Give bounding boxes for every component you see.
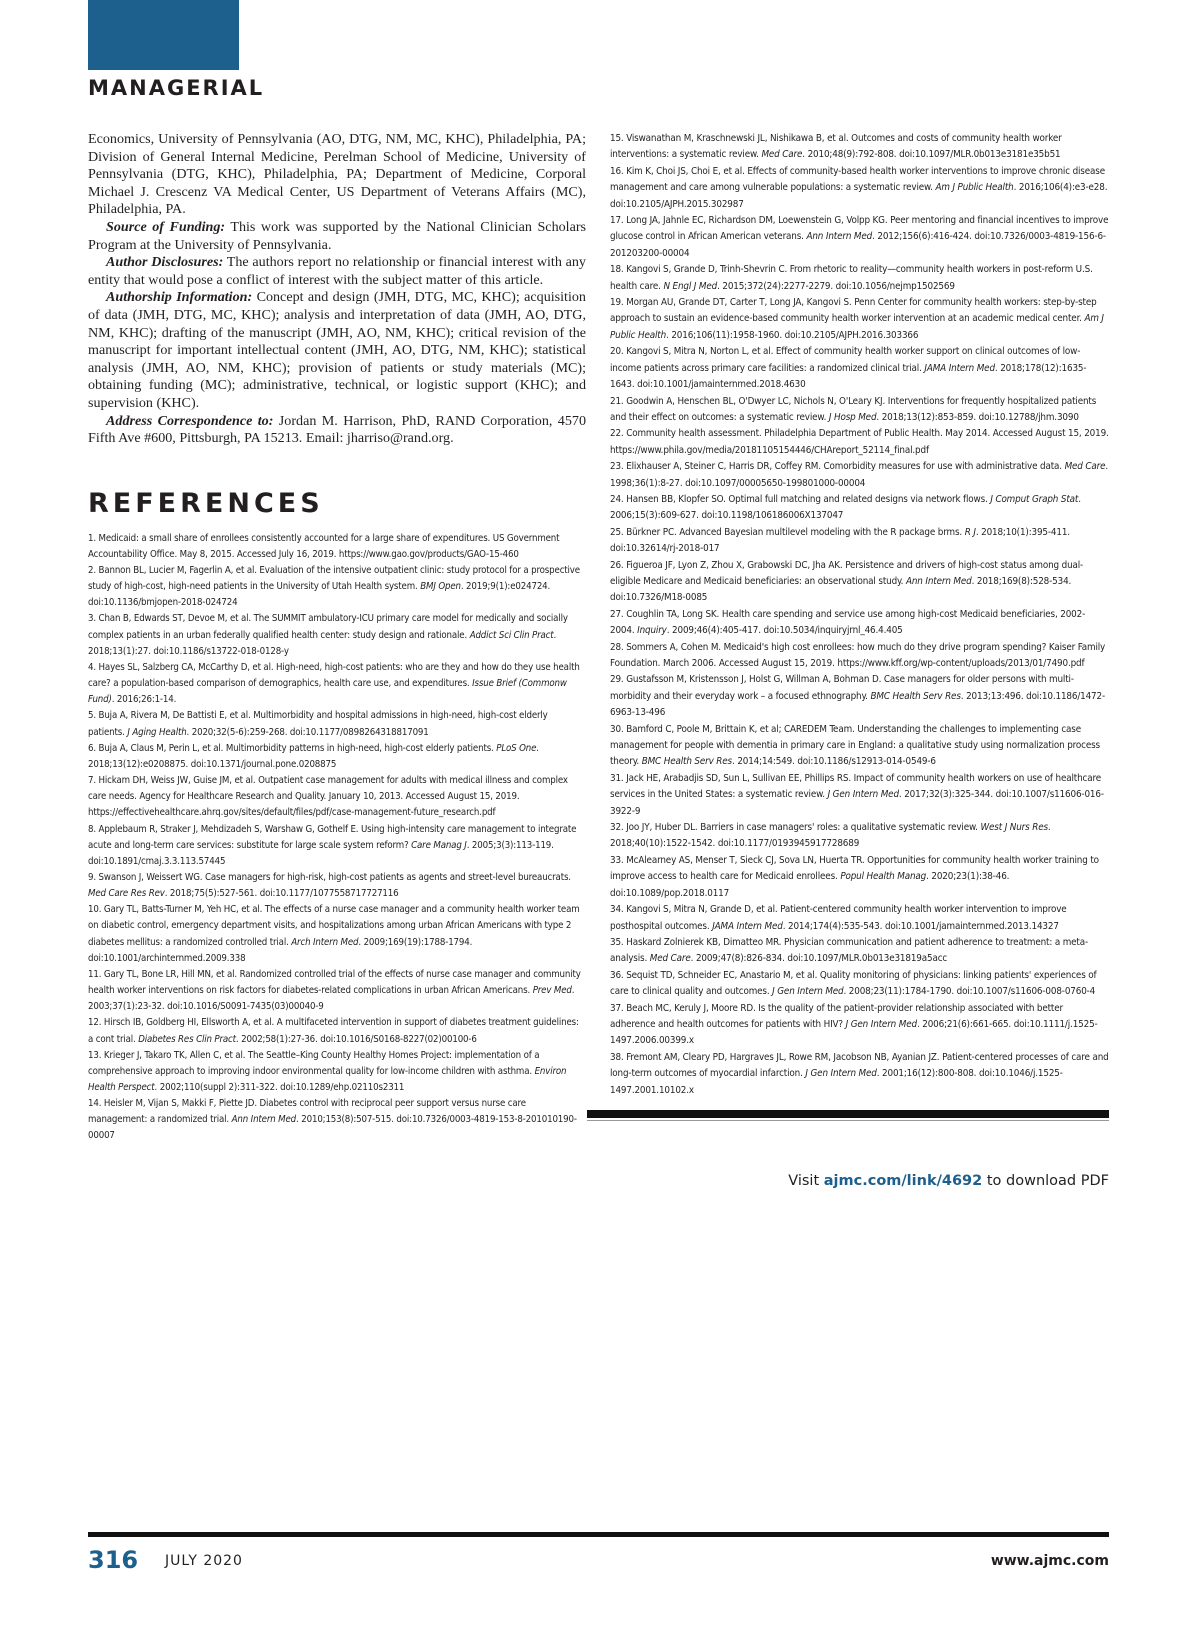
reference-citation: . 2008;23(11):1784-1790. doi:10.1007/s11606-008-0760-4 — [843, 986, 1096, 998]
reference-journal: J Gen Intern Med — [772, 986, 844, 998]
reference-text: 31. Jack HE, Arabadjis SD, Sun L, Sullivan EE, Phillips RS. Impact of community health workers on use of healthcare services in the United States: a systematic review. — [610, 772, 1101, 801]
reference-journal: J Aging Health — [127, 726, 187, 738]
reference-journal: Am J Public Health — [610, 313, 1104, 341]
reference-item — [610, 525, 1109, 558]
reference-text: 35. Haskard Zolnierek KB, Dimatteo MR. Physician communication and patient adherence to treatment: a meta-analysis. — [610, 936, 1089, 965]
reference-citation: . 2016;106(11):1958-1960. doi:10.2105/AJPH.2016.303366 — [666, 329, 919, 341]
reference-citation: . 2020;32(5-6):259-268. doi:10.1177/0898264318817091 — [186, 726, 429, 738]
reference-journal: JAMA Intern Med — [924, 362, 995, 374]
reference-citation: . 2002;58(1):27-36. doi:10.1016/S0168-8227(02)00100-6 — [235, 1033, 477, 1045]
reference-citation: . 2001;16(12):800-808. doi:10.1046/j.1525-1497.2001.10102.x — [610, 1068, 1063, 1096]
reference-text: 37. Beach MC, Keruly J, Moore RD. Is the quality of the patient-provider relationship associated with better adherence and health outcomes for patients with HIV? — [610, 1002, 1063, 1030]
reference-item — [610, 492, 1109, 525]
reference-item — [88, 563, 586, 611]
reference-text: 2. Bannon BL, Lucier M, Fagerlin A, et al. Evaluation of the intensive outpatient clinic: study protocol for a prospective study of high-cost, high-need patients in the University of Utah Health system. — [88, 565, 580, 593]
reference-item — [610, 640, 1109, 673]
reference-text: 4. Hayes SL, Salzberg CA, McCarthy D, et al. High-need, high-cost patients: who are they and how do they use health care? a population-based comparison of demographics, health care use, and expenditures. — [88, 661, 580, 690]
reference-journal: Environ Health Perspect — [88, 1065, 567, 1093]
reference-text: 32. Joo JY, Huber DL. Barriers in case managers' roles: a qualitative systematic review. — [610, 822, 981, 834]
reference-item — [88, 870, 586, 902]
reference-journal: Inquiry — [637, 625, 667, 637]
reference-journal: J Gen Intern Med — [805, 1068, 877, 1080]
reference-item — [610, 295, 1109, 344]
reference-citation: . 2010;153(8):507-515. doi:10.7326/0003-4819-153-8-201010190-00007 — [88, 1114, 577, 1142]
section-color-tab — [88, 0, 239, 70]
footer-website[interactable]: www.ajmc.com — [990, 1553, 1109, 1569]
reference-item — [610, 164, 1109, 213]
reference-item — [610, 722, 1109, 771]
reference-citation: . 2016;26:1-14. — [111, 694, 177, 706]
reference-text: 13. Krieger J, Takaro TK, Allen C, et al. The Seattle–King County Healthy Homes Project: implementation of a comprehensive approach to improving indoor environmental quality for low-income children with asthma. — [88, 1049, 540, 1077]
disclosures-text: The authors report no relationship or financial interest with any entity that would pose a conflict of interest with the subject matter of this article. — [88, 254, 586, 288]
authorship-label: Authorship Information: — [106, 289, 253, 306]
footer-rule — [88, 1532, 1109, 1537]
reference-text: 21. Goodwin A, Henschen BL, O'Dwyer LC, Nichols N, O'Leary KJ. Interventions for frequently hospitalized patients and their effect on outcomes: a systematic review. — [610, 395, 1097, 423]
reference-text: 16. Kim K, Choi JS, Choi E, et al. Effects of community-based health worker interventions to improve chronic disease management and care among vulnerable populations: a systematic review. — [610, 165, 1105, 194]
reference-journal: Med Care — [649, 953, 691, 965]
reference-text: 15. Viswanathan M, Kraschnewski JL, Nishikawa B, et al. Outcomes and costs of community health worker interventions: a systematic review. — [610, 133, 1062, 161]
download-notice — [610, 1173, 1109, 1189]
download-suffix: to download PDF — [982, 1173, 1109, 1189]
reference-journal: Addict Sci Clin Pract — [469, 629, 554, 641]
reference-journal: R J — [964, 526, 976, 538]
reference-citation: . 2006;15(3):609-627. doi:10.1198/106186006X137047 — [610, 493, 1081, 522]
reference-item — [88, 660, 586, 708]
reference-text: 30. Bamford C, Poole M, Brittain K, et al; CAREDEM Team. Understanding the challenges to implementing case management for people with dementia in primary care in England: a qualitative study using normalization process theory. — [610, 723, 1100, 768]
reference-item — [610, 771, 1109, 820]
reference-item — [610, 344, 1109, 393]
reference-text: 34. Kangovi S, Mitra N, Grande D, et al. Patient-centered community health worker intervention to improve posthospital outcomes. — [610, 904, 1067, 932]
funding-text: This work was supported by the National Clinician Scholars Program at the University of Pennsylvania. — [88, 218, 587, 253]
reference-citation: . 2014;14:549. doi:10.1186/s12913-014-0549-6 — [732, 756, 936, 768]
reference-item — [610, 262, 1109, 295]
funding-label: Source of Funding: — [106, 218, 226, 235]
reference-citation: . 2018;178(12):1635-1643. doi:10.1001/jamainternmed.2018.4630 — [610, 362, 1087, 391]
reference-text: 27. Coughlin TA, Long SK. Health care spending and service use among high-cost Medicaid beneficiaries, 2002-2004. — [610, 608, 1086, 637]
reference-text: 10. Gary TL, Batts-Turner M, Yeh HC, et al. The effects of a nurse case manager and a community health worker team on diabetic control, emergency department visits, and hospitalizations among urban African Americans with type 2 diabetes mellitus: a randomized controlled trial. — [88, 904, 580, 948]
reference-item — [610, 459, 1109, 492]
reference-item — [610, 935, 1109, 968]
reference-item — [88, 773, 586, 821]
reference-citation: . 2018;40(10):1522-1542. doi:10.1177/0193945917728689 — [610, 822, 1051, 850]
reference-text: 38. Fremont AM, Cleary PD, Hargraves JL, Rowe RM, Jacobson NB, Ayanian JZ. Patient-centered processes of care and long-term outcomes of myocardial infarction. — [610, 1051, 1109, 1080]
correspondence-text: Jordan M. Harrison, PhD, RAND Corporation, 4570 Fifth Ave #600, Pittsburgh, PA 15213. Email: jharriso@rand.org. — [88, 412, 586, 447]
reference-item — [610, 426, 1109, 459]
section-label: MANAGERIAL — [88, 76, 265, 100]
reference-item — [88, 741, 586, 773]
reference-journal: Am J Public Health — [935, 182, 1014, 194]
reference-item — [88, 822, 586, 870]
reference-citation: . 2015;372(24):2277-2279. doi:10.1056/nejmp1502569 — [717, 280, 955, 292]
reference-citation: . 2020;23(1):38-46. doi:10.1089/pop.2018.0117 — [610, 871, 1010, 899]
reference-item — [610, 853, 1109, 902]
reference-text: 23. Elixhauser A, Steiner C, Harris DR, Coffey RM. Comorbidity measures for use with administrative data. — [610, 461, 1065, 473]
reference-text: 6. Buja A, Claus M, Perin L, et al. Multimorbidity patterns in high-need, high-cost elderly patients. — [88, 742, 497, 754]
reference-citation: . 2006;21(6):661-665. doi:10.1111/j.1525-1497.2006.00399.x — [610, 1018, 1098, 1047]
reference-citation: . 2019;9(1):e024724. doi:10.1136/bmjopen-2018-024724 — [88, 581, 551, 609]
reference-journal: Med Care — [761, 149, 803, 161]
reference-item — [610, 1001, 1109, 1050]
reference-item — [88, 1096, 586, 1144]
reference-citation: . 2003;37(1):23-32. doi:10.1016/S0091-7435(03)00040-9 — [88, 985, 575, 1013]
reference-text: 33. McAlearney AS, Menser T, Sieck CJ, Sova LN, Huerta TR. Opportunities for community health worker training to improve access to health care for Medicaid enrollees. — [610, 854, 1099, 883]
correspondence-paragraph — [88, 413, 586, 448]
download-prefix: Visit — [788, 1173, 824, 1189]
reference-item — [610, 213, 1109, 262]
reference-journal: Ann Intern Med — [806, 231, 873, 243]
reference-text: 11. Gary TL, Bone LR, Hill MN, et al. Randomized controlled trial of the effects of nurse case manager and community health worker interventions on risk factors for diabetes-related complications in urban African Americans. — [88, 968, 581, 997]
reference-citation: . 2009;46(4):405-417. doi:10.5034/inquiryjrnl_46.4.405 — [666, 625, 903, 637]
reference-item — [88, 1048, 586, 1096]
reference-journal: West J Nurs Res — [980, 822, 1048, 834]
reference-text: 25. Bürkner PC. Advanced Bayesian multilevel modeling with the R package brms. — [610, 526, 965, 538]
reference-journal: Diabetes Res Clin Pract — [138, 1033, 236, 1045]
reference-text: 1. Medicaid: a small share of enrollees consistently accounted for a large share of expenditures. US Government Accountability Office. May 8, 2015. Accessed July 16, 2019. https://www.gao.gov/products/GAO-15-460 — [88, 532, 560, 560]
reference-citation: . 2016;106(4):e3-e28. doi:10.2105/AJPH.2015.302987 — [610, 182, 1108, 210]
reference-text: 5. Buja A, Rivera M, De Battisti E, et al. Multimorbidity and hospital admissions in high-need, high-cost elderly patients. — [88, 710, 548, 738]
reference-item — [610, 672, 1109, 721]
reference-citation: . 2018;75(5):527-561. doi:10.1177/1077558717727116 — [164, 888, 399, 900]
reference-text: 20. Kangovi S, Mitra N, Norton L, et al. Effect of community health worker support on clinical outcomes of low-income patients across primary care facilities: a randomized clinical trial. — [610, 346, 1081, 374]
reference-citation: . 2002;110(suppl 2):311-322. doi:10.1289/ehp.02110s2311 — [154, 1082, 405, 1093]
reference-journal: JAMA Intern Med — [712, 920, 783, 932]
affiliation-paragraph: Economics, University of Pennsylvania (AO, DTG, NM, MC, KHC), Philadelphia, PA; Division of General Internal Medicine, Perelman School of Medicine, University of Pennsylvania (DTG, KHC), Philadelphia, PA; Department of Medicine, Corporal Michael J. Crescenz VA Medical Center, US Department of Veterans Affairs (MC), Philadelphia, PA. — [88, 131, 586, 218]
reference-text: 29. Gustafsson M, Kristensson J, Holst G, Willman A, Bohman D. Case managers for older persons with multi-morbidity and their everyday work – a focused ethnography. — [610, 674, 1074, 702]
authorship-text: Concept and design (JMH, DTG, MC, KHC); acquisition of data (JMH, DTG, MC, KHC); analysis and interpretation of data (JMH, AO, DTG, NM, KHC); drafting of the manuscript (JMH, AO, NM, KHC); critical revision of the manuscript for important intellectual content (JMH, AO, DTG, NM, KHC); statistical analysis (JMH, AO, NM, KHC); provision of patients or study materials (MC); obtaining funding (MC); administrative, technical, or logistic support (KHC); and supervision (KHC). — [88, 289, 586, 411]
reference-citation: . 2018;169(8):528-534. doi:10.7326/M18-0085 — [610, 575, 1072, 604]
page-number: 316 — [88, 1546, 139, 1574]
reference-citation: . 2018;13(12):853-859. doi:10.12788/jhm.3090 — [876, 411, 1079, 423]
reference-text: 12. Hirsch IB, Goldberg HI, Ellsworth A, et al. A multifaceted intervention in support of diabetes treatment guidelines: a cont trial. — [88, 1017, 579, 1045]
reference-text: 17. Long JA, Jahnle EC, Richardson DM, Loewenstein G, Volpp KG. Peer mentoring and financial incentives to improve glucose control in African American veterans. — [610, 215, 1109, 243]
reference-item — [88, 1015, 586, 1047]
reference-item — [610, 558, 1109, 607]
reference-citation: . 2017;32(3):325-344. doi:10.1007/s11606-016-3922-9 — [610, 789, 1104, 817]
references-list-right — [610, 131, 1109, 1099]
reference-journal: Care Manag J — [411, 839, 467, 851]
reference-text: 24. Hansen BB, Klopfer SO. Optimal full matching and related designs via network flows. — [610, 493, 991, 505]
reference-journal: PLoS One — [496, 742, 537, 754]
left-column — [88, 131, 586, 1145]
reference-item — [610, 902, 1109, 935]
reference-text: 7. Hickam DH, Weiss JW, Guise JM, et al. Outpatient case management for adults with medical illness and complex care needs. Agency for Healthcare Research and Quality. January 10, 2013. Accessed August 15, 2019. https://effectivehealthcare.ahrq.gov/sites/default/files/pdf/case-management-future_research.pdf — [88, 775, 568, 819]
reference-text: 18. Kangovi S, Grande D, Trinh-Shevrin C. From rhetoric to reality—community health workers in post-reform U.S. health care. — [610, 264, 1093, 292]
reference-journal: Arch Intern Med — [291, 936, 359, 948]
reference-journal: N Engl J Med — [663, 280, 718, 292]
references-heading: REFERENCES — [88, 487, 324, 519]
disclosures-label: Author Disclosures: — [106, 254, 224, 271]
reference-item — [88, 967, 586, 1015]
download-link[interactable]: ajmc.com/link/4692 — [823, 1173, 983, 1189]
right-column — [610, 131, 1109, 1099]
reference-item — [88, 902, 586, 967]
reference-journal: Med Care Res Rev — [88, 888, 165, 900]
reference-journal: BMC Health Serv Res — [641, 756, 733, 768]
reference-text: 19. Morgan AU, Grande DT, Carter T, Long JA, Kangovi S. Penn Center for community health workers: step-by-step approach to sustain an evidence-based community health worker intervention at an academic medical center. — [610, 297, 1097, 325]
references-list-left — [88, 531, 586, 1145]
reference-text: 36. Sequist TD, Schneider EC, Anastario M, et al. Quality monitoring of physicians: linking patients' experiences of care to clinical quality and outcomes. — [610, 969, 1097, 998]
issue-date: JULY 2020 — [165, 1553, 243, 1569]
reference-text: 22. Community health assessment. Philadelphia Department of Public Health. May 2014. Accessed August 15, 2019. https://www.phila.gov/media/20181105154446/CHAreport_52114_final.pdf — [610, 428, 1109, 456]
reference-citation: . 2009;47(8):826-834. doi:10.1097/MLR.0b013e31819a5acc — [690, 953, 948, 965]
reference-journal: Prev Med — [532, 985, 572, 997]
reference-journal: Popul Health Manag — [840, 871, 927, 883]
reference-journal: J Gen Intern Med — [827, 789, 899, 801]
reference-text: 9. Swanson J, Weissert WG. Case managers for high-risk, high-cost patients as agents and street-level bureaucrats. — [88, 871, 571, 883]
reference-text: 26. Figueroa JF, Lyon Z, Zhou X, Grabowski DC, Jha AK. Persistence and drivers of high-cost status among dual-eligible Medicare and Medicaid beneficiaries: an observational study. — [610, 559, 1084, 587]
reference-item — [88, 611, 586, 659]
reference-journal: J Hosp Med — [828, 411, 877, 423]
download-rule-thin — [587, 1120, 1109, 1121]
reference-citation: . 2018;10(1):395-411. doi:10.32614/rj-2018-017 — [610, 526, 1070, 555]
reference-citation: . 2009;169(19):1788-1794. doi:10.1001/archinternmed.2009.338 — [88, 936, 473, 964]
reference-text: 14. Heisler M, Vijan S, Makki F, Piette JD. Diabetes control with reciprocal peer support versus nurse care management: a randomized trial. — [88, 1098, 526, 1126]
reference-journal: BMJ Open — [420, 581, 461, 593]
reference-journal: J Gen Intern Med — [845, 1018, 917, 1030]
reference-item — [610, 394, 1109, 427]
disclosures-paragraph — [88, 254, 586, 289]
reference-item — [610, 968, 1109, 1001]
reference-text: 3. Chan B, Edwards ST, Devoe M, et al. The SUMMIT ambulatory-ICU primary care model for medically and socially complex patients in an urban federally qualified health center: study design and rationale. — [88, 613, 568, 641]
reference-item — [88, 531, 586, 563]
reference-citation: . 1998;36(1):8-27. doi:10.1097/00005650-199801000-00004 — [610, 461, 1109, 489]
reference-journal: BMC Health Serv Res — [870, 690, 961, 702]
reference-citation: . 2005;3(3):113-119. doi:10.1891/cmaj.3.3.113.57445 — [88, 839, 554, 867]
reference-journal: Issue Brief (Commonw Fund) — [88, 678, 567, 706]
reference-journal: Med Care — [1064, 461, 1106, 473]
reference-journal: J Comput Graph Stat — [990, 493, 1079, 505]
reference-text: 8. Applebaum R, Straker J, Mehdizadeh S, Warshaw G, Gothelf E. Using high-intensity care management to integrate acute and long-term care services: substitute for large scale system reform? — [88, 823, 577, 851]
correspondence-label: Address Correspondence to: — [106, 412, 274, 429]
reference-text: 28. Sommers A, Cohen M. Medicaid's high cost enrollees: how much do they drive program spending? Kaiser Family Foundation. March 2006. Accessed August 15, 2019. https://www.kff.org/wp-content/uploads/2013/01/7490.pdf — [610, 641, 1106, 669]
reference-item — [88, 708, 586, 740]
reference-item — [610, 1050, 1109, 1099]
reference-item — [610, 131, 1109, 164]
reference-citation: . 2012;156(6):416-424. doi:10.7326/0003-4819-156-6-201203200-00004 — [610, 231, 1106, 259]
download-rule — [587, 1110, 1109, 1118]
reference-item — [610, 820, 1109, 853]
reference-item — [610, 607, 1109, 640]
reference-citation: . 2014;174(4):535-543. doi:10.1001/jamainternmed.2013.14327 — [782, 920, 1059, 932]
funding-paragraph — [88, 219, 586, 254]
reference-journal: Ann Intern Med — [905, 575, 972, 587]
reference-journal: Ann Intern Med — [231, 1114, 297, 1126]
reference-citation: . 2010;48(9):792-808. doi:10.1097/MLR.0b013e3181e35b51 — [802, 149, 1061, 161]
reference-citation: . 2013;13:496. doi:10.1186/1472-6963-13-496 — [610, 690, 1105, 719]
reference-citation: . 2018;13(12):e0208875. doi:10.1371/journal.pone.0208875 — [88, 742, 539, 770]
reference-citation: . 2018;13(1):27. doi:10.1186/s13722-018-0128-y — [88, 629, 557, 657]
authorship-paragraph — [88, 289, 586, 412]
